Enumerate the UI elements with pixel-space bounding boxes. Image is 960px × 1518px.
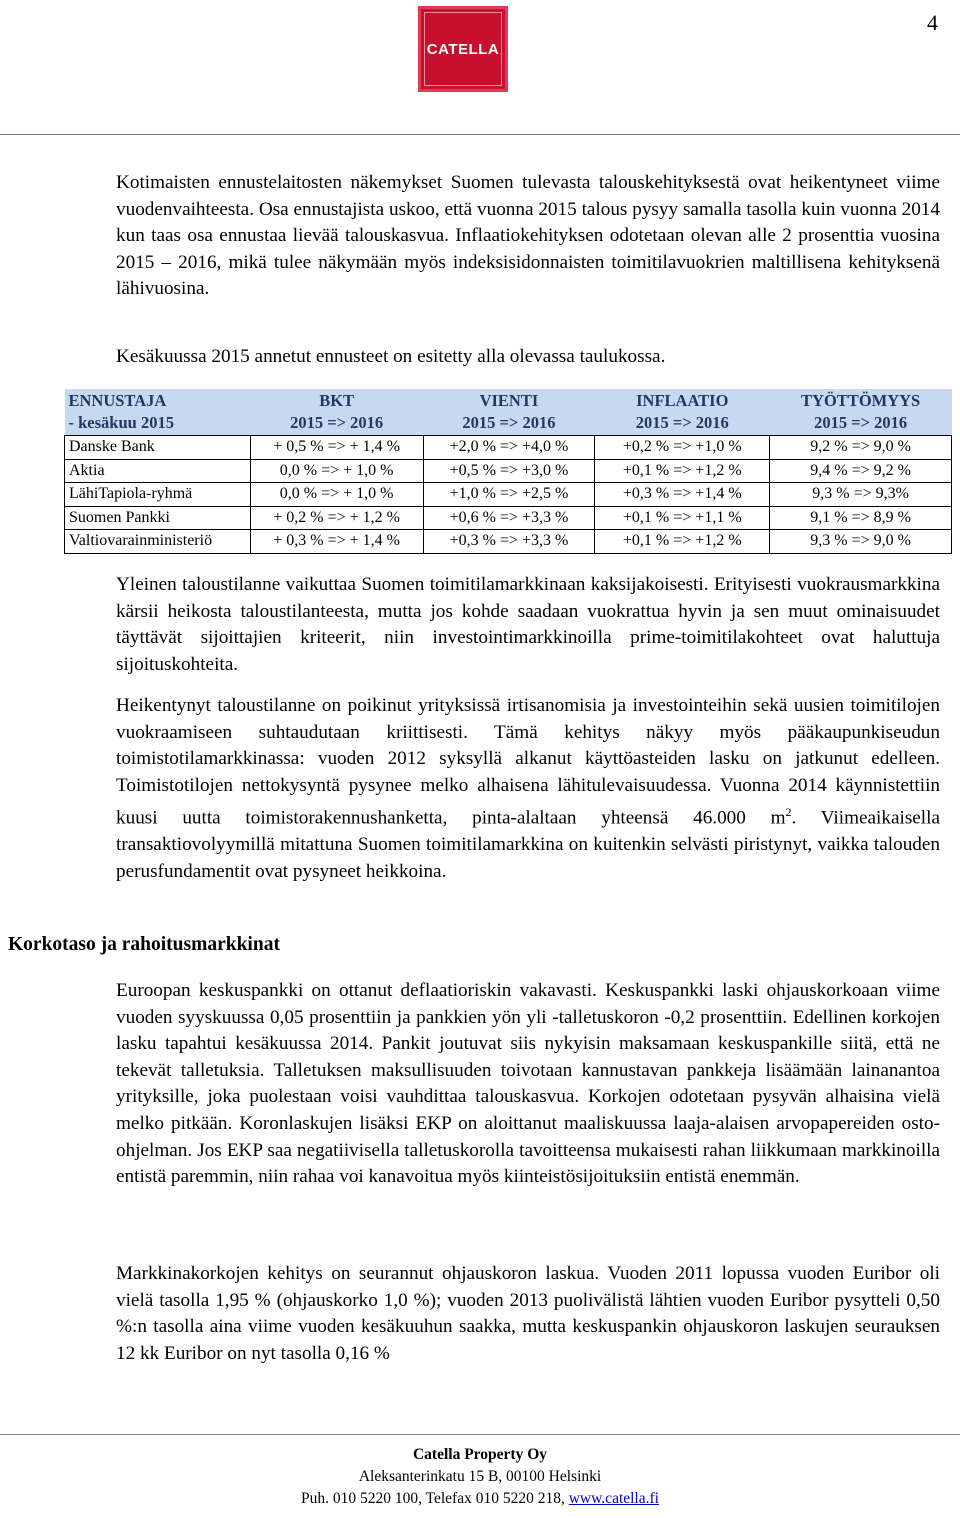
footer-company: Catella Property Oy xyxy=(412,1446,547,1463)
value-cell: 9,3 % => 9,0 % xyxy=(770,530,952,554)
value-cell: +0,1 % => +1,2 % xyxy=(595,459,770,483)
table-row xyxy=(65,436,952,460)
section-heading: Korkotaso ja rahoitusmarkkinat xyxy=(8,934,280,955)
value-cell: +2,0 % => +4,0 % xyxy=(423,436,595,460)
table-row xyxy=(65,506,952,530)
table-row xyxy=(65,483,952,507)
value-cell: + 0,5 % => + 1,4 % xyxy=(250,436,423,460)
header-gdp: BKT 2015 => 2016 xyxy=(250,389,423,436)
value-cell: + 0,2 % => + 1,2 % xyxy=(250,506,423,530)
value-cell: 0,0 % => + 1,0 % xyxy=(250,483,423,507)
value-cell: +0,3 % => +1,4 % xyxy=(595,483,770,507)
header-divider xyxy=(0,134,960,135)
value-cell: 0,0 % => + 1,0 % xyxy=(250,459,423,483)
footer-contact: Puh. 010 5220 100, Telefax 010 5220 218, www.catella.fi xyxy=(301,1490,659,1507)
value-cell: 9,2 % => 9,0 % xyxy=(770,436,952,460)
table-header-row xyxy=(65,389,952,436)
value-cell: 9,3 % => 9,3% xyxy=(770,483,952,507)
value-cell: +0,2 % => +1,0 % xyxy=(595,436,770,460)
value-cell: +0,3 % => +3,3 % xyxy=(423,530,595,554)
paragraph-office-market: Heikentynyt taloustilanne on poikinut yrityksissä irtisanomisia ja investointeihin sekä uusien toimitilojen vuokraamiseen suhtaudutaan kriittisesti. Tämä kehitys näkyy myös pääkaupunkiseudun toimistotilamarkkinassa: vuoden 2012 syksyllä alkanut käyttöasteiden lasku on jatkunut edelleen. Toimistotilojen nettokysyntä pysynee melko alhaisena lähitulevaisuudessa. Vuonna 2014 käynnistettiin kuusi uutta toimistorakennushanketta, pinta-alaltaan yhteensä 46.000 $m^2$. Viimeaikaisella transaktiovolyymillä mitattuna Suomen toimitilamarkkina on kuitenkin selvästi piristynyt, vaikka talouden perusfundamentit ovat pysyneet heikkoina. xyxy=(116,695,940,882)
value-cell: 9,4 % => 9,2 % xyxy=(770,459,952,483)
value-cell: +0,1 % => +1,1 % xyxy=(595,506,770,530)
value-cell: + 0,3 % => + 1,4 % xyxy=(250,530,423,554)
header-unemployment: TYÖTTÖMYYS 2015 => 2016 xyxy=(770,389,952,436)
forecaster-cell: Suomen Pankki xyxy=(65,506,251,530)
value-cell: +1,0 % => +2,5 % xyxy=(423,483,595,507)
forecaster-cell: Valtiovarainministeriö xyxy=(65,530,251,554)
value-cell: +0,1 % => +1,2 % xyxy=(595,530,770,554)
paragraph-euribor: Markkinakorkojen kehitys on seurannut ohjauskoron laskua. Vuoden 2011 lopussa vuoden Euribor oli vielä tasolla 1,95 % (ohjauskorko 1,0 %); vuoden 2013 puolivälistä lähtien vuoden Euribor pysytteli 0,50 %:n tasolla aina viime vuoden kesäkuuhun saakka, mutta keskuspankin ohjauskoron laskujen seurauksen 12 kk Euribor on nyt tasolla 0,16 % xyxy=(116,1263,940,1364)
table-row xyxy=(65,459,952,483)
table-body xyxy=(65,436,952,554)
paragraph-market-impact: Yleinen taloustilanne vaikuttaa Suomen toimitilamarkkinaan kaksijakoisesti. Erityisesti vuokrausmarkkina kärsii heikosta taloustilanteesta, mutta jos kohde saadaan vuokrattua hyvin ja sen muut ominaisuudet täyttävät sijoittajien kriteerit, niin investointimarkkinoilla prime-toimitilakohteet ovat haluttuja sijoituskohteita. xyxy=(116,574,940,675)
paragraph-table-intro: Kesäkuussa 2015 annetut ennusteet on esitetty alla olevassa taulukossa. xyxy=(116,346,666,367)
page-number: 4 xyxy=(927,10,938,35)
logo-text: CATELLA xyxy=(426,40,500,58)
paragraph-outlook: Kotimaisten ennustelaitosten näkemykset Suomen tulevasta talouskehityksestä ovat heikentyneet viime vuodenvaihteesta. Osa ennustajista uskoo, että vuonna 2015 talous pysyy samalla tasolla kuin vuonna 2014 kun taas osa ennustaa lievää talouskasvua. Inflaatiokehityksen odotetaan olevan alle 2 prosenttia vuosina 2015 – 2016, mikä tulee näkymään myös indeksisidonnaisten toimitilavuokrien maltillisena kehityksenä lähivuosina. xyxy=(116,172,940,300)
value-cell: +0,6 % => +3,3 % xyxy=(423,506,595,530)
value-cell: +0,5 % => +3,0 % xyxy=(423,459,595,483)
forecast-table xyxy=(64,389,952,554)
footer xyxy=(0,1444,960,1510)
forecaster-cell: LähiTapiola-ryhmä xyxy=(65,483,251,507)
website-link[interactable]: www.catella.fi xyxy=(568,1490,659,1507)
paragraph-ecb: Euroopan keskuspankki on ottanut deflaatioriskin vakavasti. Keskuspankki laski ohjauskorkoaan viime vuoden syyskuussa 0,05 prosenttiin ja pankkien yön yli -talletuskoron -0,2 prosenttiin. Edellinen korkojen lasku tapahtui kesäkuussa 2014. Pankit joutuvat siis nykyisin maksamaan keskuspankille siitä, että ne tekevät talletuksia. Talletuksen maksullisuuden toivotaan kannustavan pankkeja lisäämään lainanantoa yrityksille, joka puolestaan voisi vauhdittaa talouskasvua. Korkojen odotetaan pysyvän alhaisina vielä melko pitkään. Koronlaskujen lisäksi EKP on aloittanut maaliskuussa laaja-alaisen arvopapereiden osto-ohjelman. Jos EKP saa negatiivisella talletuskorolla tavoitteensa mukaisesti rahan liikkumaan markkinoilla entistä paremmin, niin rahaa voi kanavoitua myös kiinteistösijoituksiin entistä enemmän. xyxy=(116,980,940,1188)
table-row xyxy=(65,530,952,554)
footer-address: Aleksanterinkatu 15 B, 00100 Helsinki xyxy=(358,1468,602,1485)
forecaster-cell: Aktia xyxy=(65,459,251,483)
forecaster-cell: Danske Bank xyxy=(65,436,251,460)
value-cell: 9,1 % => 8,9 % xyxy=(770,506,952,530)
footer-divider xyxy=(0,1434,960,1435)
header-forecaster: ENNUSTAJA - kesäkuu 2015 xyxy=(65,389,251,436)
header-inflation: INFLAATIO 2015 => 2016 xyxy=(595,389,770,436)
header-export: VIENTI 2015 => 2016 xyxy=(423,389,595,436)
catella-logo xyxy=(418,6,508,92)
logo-frame xyxy=(424,12,502,86)
